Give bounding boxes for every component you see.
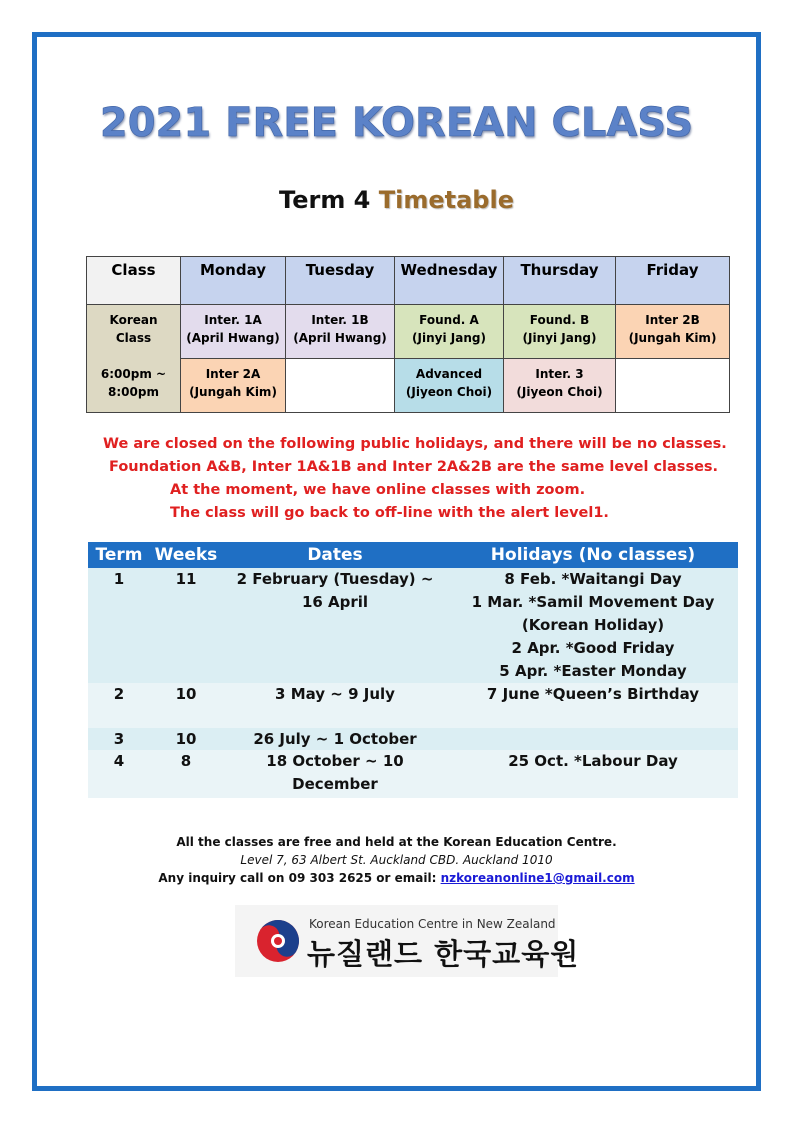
class-time-line2: 8:00pm — [108, 385, 159, 399]
date-line: 3 May ~ 9 July — [275, 685, 395, 703]
slot-teacher: (Jungah Kim) — [189, 385, 277, 399]
notice-line: The class will go back to off-line with the alert level1. — [170, 505, 609, 521]
slot-level: Inter. 1B — [311, 313, 369, 327]
term-row — [88, 750, 738, 798]
header-thursday: Thursday — [504, 257, 616, 305]
slot-level: Inter. 3 — [535, 367, 584, 381]
slot-level: Inter 2A — [205, 367, 261, 381]
footer-contact — [0, 871, 793, 885]
footer-inquiry: Any inquiry call on 09 303 2625 or email: — [158, 871, 441, 885]
term-holidays — [448, 750, 738, 773]
term-dates — [222, 683, 448, 706]
slot-teacher: (Jiyeon Choi) — [516, 385, 603, 399]
date-line: 16 April — [301, 593, 369, 611]
subtitle-highlight: Timetable — [378, 186, 514, 214]
term-row — [88, 728, 738, 750]
term-holidays — [448, 568, 738, 683]
holiday-line: (Korean Holiday) — [521, 616, 665, 634]
slot-wednesday-2 — [395, 359, 504, 413]
holiday-line: 25 Oct. *Labour Day — [508, 752, 678, 770]
term-row — [88, 683, 738, 728]
header-monday: Monday — [181, 257, 286, 305]
slot-level: Found. B — [529, 313, 590, 327]
logo-korean-name: 뉴질랜드 한국교육원 — [307, 937, 580, 971]
header-friday: Friday — [616, 257, 730, 305]
term-dates — [222, 568, 448, 614]
slot-monday-1 — [181, 305, 286, 359]
slot-teacher: (Jinyi Jang) — [522, 331, 597, 345]
page-title: 2021 FREE KOREAN CLASS — [99, 100, 694, 146]
slot-thursday-2 — [504, 359, 616, 413]
header-class: Class — [87, 257, 181, 305]
term-dates — [222, 728, 448, 751]
slot-teacher: (April Hwang) — [186, 331, 280, 345]
header-tuesday: Tuesday — [286, 257, 395, 305]
page-subtitle — [0, 186, 793, 214]
term-number: 3 — [113, 730, 125, 748]
term-table-header — [88, 542, 738, 568]
slot-teacher: (Jinyi Jang) — [412, 331, 486, 345]
class-timetable — [86, 256, 730, 413]
slot-teacher: (Jungah Kim) — [628, 331, 717, 345]
term-holidays — [448, 683, 738, 706]
holiday-line: 5 Apr. *Easter Monday — [499, 662, 687, 680]
class-info-cell — [87, 305, 181, 413]
class-time-line1: 6:00pm ~ — [100, 367, 167, 381]
term-weeks: 10 — [175, 685, 197, 703]
timetable-header-row — [87, 257, 730, 305]
notice-line: We are closed on the following public holidays, and there will be no classes. — [103, 436, 727, 452]
term-number: 2 — [113, 685, 125, 703]
org-logo — [235, 905, 580, 977]
header-holidays: Holidays (No classes) — [490, 545, 696, 565]
header-wednesday: Wednesday — [395, 257, 504, 305]
slot-level: Advanced — [415, 367, 483, 381]
slot-friday-2 — [616, 359, 730, 413]
holiday-line: 8 Feb. *Waitangi Day — [504, 570, 682, 588]
holiday-line: 2 Apr. *Good Friday — [511, 639, 675, 657]
header-term: Term — [95, 545, 143, 565]
header-weeks: Weeks — [154, 545, 218, 565]
slot-tuesday-1 — [286, 305, 395, 359]
term-weeks: 10 — [175, 730, 197, 748]
logo-english-name: Korean Education Centre in New Zealand — [309, 917, 556, 931]
date-line: 2 February (Tuesday) ~ — [236, 570, 434, 588]
term-dates — [222, 750, 448, 796]
term-row — [88, 568, 738, 683]
timetable-row — [87, 305, 730, 359]
date-line: 18 October ~ 10 December — [266, 752, 404, 793]
slot-wednesday-1 — [395, 305, 504, 359]
taegeuk-swirl-icon — [255, 918, 301, 964]
term-number: 1 — [113, 570, 125, 588]
class-name-line1: Korean — [109, 313, 158, 327]
holiday-line: 1 Mar. *Samil Movement Day — [471, 593, 715, 611]
notice-line: Foundation A&B, Inter 1A&1B and Inter 2A&2B are the same level classes. — [109, 459, 719, 475]
notice-line: At the moment, we have online classes with zoom. — [170, 482, 586, 498]
header-dates: Dates — [307, 545, 363, 565]
class-name-line2: Class — [115, 331, 152, 345]
date-line: 26 July ~ 1 October — [253, 730, 417, 748]
subtitle-prefix: Term 4 — [279, 186, 371, 214]
footer-address: Level 7, 63 Albert St. Auckland CBD. Auckland 1010 — [240, 853, 553, 867]
slot-thursday-1 — [504, 305, 616, 359]
slot-level: Inter. 1A — [204, 313, 262, 327]
slot-level: Found. A — [419, 313, 479, 327]
term-weeks: 11 — [175, 570, 197, 588]
timetable-row — [87, 359, 730, 413]
slot-monday-2 — [181, 359, 286, 413]
term-number: 4 — [113, 752, 125, 770]
slot-tuesday-2 — [286, 359, 395, 413]
term-weeks: 8 — [180, 752, 192, 770]
slot-level: Inter 2B — [645, 313, 700, 327]
footer-info: All the classes are free and held at the Korean Education Centre. — [176, 835, 617, 849]
slot-teacher: (Jiyeon Choi) — [405, 385, 493, 399]
slot-teacher: (April Hwang) — [293, 331, 387, 345]
holiday-line: 7 June *Queen’s Birthday — [486, 685, 700, 703]
term-dates-table — [88, 542, 738, 798]
slot-friday-1 — [616, 305, 730, 359]
email-link[interactable]: nzkoreanonline1@gmail.com — [440, 871, 635, 885]
